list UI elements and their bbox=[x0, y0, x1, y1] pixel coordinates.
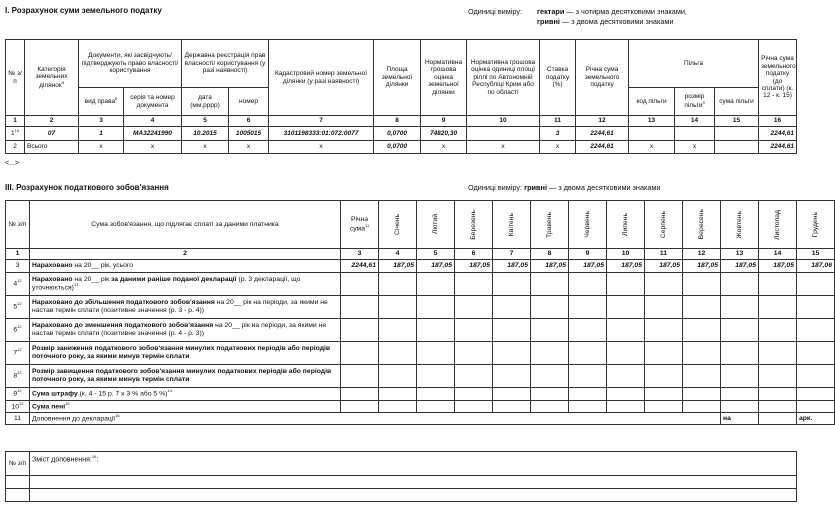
month-header: Листопад bbox=[773, 209, 781, 240]
column-numbers-row: 1 2 3 4 5 6 7 8 9 10 11 12 13 14 15 16 bbox=[6, 116, 797, 127]
row-overstatement: $8^{12}$ Розмір завищення податкового зобов'язання минулих податкових періодів або періодів поточного року, за якими минув термін сплати bbox=[6, 365, 835, 388]
month-header: Лютий bbox=[431, 214, 439, 235]
row-decrease: $6^{12}$ Нараховано до зменшення податкового зобов'язання на 20__ рік на періоди, за якими не настав термін сплати (позитивне значення (р. 4 - р. 3)) bbox=[6, 319, 835, 342]
col-benefit-amount-header: розмір пільги$^9$ bbox=[675, 88, 715, 116]
month-header: Травень bbox=[545, 211, 553, 238]
supplement-row[interactable] bbox=[6, 476, 30, 489]
month-header: Вересень bbox=[697, 209, 705, 240]
table-row: $1^{10}$ 07 1 МА32241990 10.2015 1005015 3101198333:01:072:0077 0,0700 74820,30 3 2244,61 2244,61 bbox=[6, 127, 797, 141]
month-header: Серпень bbox=[659, 210, 667, 239]
col-benefit-header: Пільга bbox=[629, 40, 759, 88]
col-benefit-code-header: код пільги bbox=[629, 88, 675, 116]
col-annual-due-header: Річна сума земельного податку (до сплати) (к. 12 - к. 15) bbox=[759, 40, 797, 116]
row-accrued: 3 Нараховано на 20__ рік, усього 2244,61 187,05 187,05 187,05 187,05 187,05 187,05 187,05 187,05 187,05 187,05 187,05 187,06 bbox=[6, 260, 835, 273]
col-valuation-crimea-header: Нормативна грошова оцінка одиниці площі ріллі по Автономній Республіці Крим або по області bbox=[467, 40, 540, 116]
col-category-header: Категорія земельних ділянок$^8$ bbox=[25, 40, 79, 116]
col-valuation-header: Нормативна грошова оцінка земельної ділянки bbox=[421, 40, 467, 116]
column-numbers-row: 1 2 3 4 5 6 7 8 9 10 11 12 13 14 15 bbox=[6, 249, 835, 260]
col-rate-header: Ставка податку (%) bbox=[540, 40, 576, 116]
month-header: Липень bbox=[621, 212, 629, 236]
supplement-content[interactable] bbox=[30, 489, 797, 502]
row-increase: $5^{12}$ Нараховано до збільшення податкового зобов'язання на 20__ рік на періоди, за якими не настав термін сплати (позитивне значення (р. 3 - р. 4)) bbox=[6, 296, 835, 319]
month-header: Грудень bbox=[811, 211, 819, 238]
col-registration-header: Державна реєстрація прав власності/ користування (у разі наявності) bbox=[182, 40, 269, 88]
col-reg-number-header: номер bbox=[229, 88, 269, 116]
land-tax-table bbox=[5, 39, 797, 154]
month-header: Червень bbox=[583, 211, 591, 238]
section3-title: ІІІ. Розрахунок податкового зобов'язання bbox=[5, 183, 169, 192]
supplement-num-header: № з/п bbox=[6, 452, 30, 476]
row-penalty: $9^{12}$ Сума штрафу (к. 4 - 15 р. 7 х 3 % або 5 %)$^{14}$ bbox=[6, 388, 835, 401]
ellipsis: <...> bbox=[5, 160, 20, 167]
month-header: Жовтень bbox=[735, 210, 743, 239]
supplement-content[interactable] bbox=[30, 476, 797, 489]
row-previous-declaration: $4^{12}$ Нараховано на 20__ рік за даними раніше поданої декларації (р. 3 декларації, що уточнюється)$^{13}$ bbox=[6, 273, 835, 296]
month-header: Січень bbox=[393, 213, 401, 236]
section1-units-line1: гектари — з чотирма десятковими знаками, bbox=[537, 7, 687, 16]
section1-units-line2: гривні — з двома десятковими знаками bbox=[537, 17, 674, 26]
tax-liability-table bbox=[5, 200, 835, 425]
row-supplement: 11 Доповнення до декларації$^{16}$ на арк. bbox=[6, 413, 835, 425]
col-num-header: № з/п bbox=[6, 40, 25, 116]
table-row-total: 2 Всього x x x x x 0,0700 x x x 2244,61 x x 2244,61 bbox=[6, 141, 797, 154]
row-fine: $10^{12}$ Сума пені$^{15}$ bbox=[6, 401, 835, 413]
supplement-title: Зміст доповнення:$^{16}$: bbox=[30, 452, 797, 476]
col-benefit-sum-header: сума пільги bbox=[715, 88, 759, 116]
col-doc-type-header: вид права$^8$ bbox=[79, 88, 124, 116]
head-annual: Річна сума$^{11}$ bbox=[341, 201, 379, 249]
month-header: Квітень bbox=[507, 212, 515, 237]
row-understatement: $7^{12}$ Розмір заниження податкового зобов'язання минулих податкових періодів або періодів поточного року, за якими минув термін сплати bbox=[6, 342, 835, 365]
supplement-row[interactable] bbox=[6, 489, 30, 502]
section1-units-label: Одиниці виміру: bbox=[468, 7, 523, 16]
section3-units: Одиниці виміру: гривні — з двома десятковими знаками bbox=[468, 183, 661, 192]
col-reg-date-header: дата (мм.рррр) bbox=[182, 88, 229, 116]
col-area-header: Площа земельної ділянки bbox=[374, 40, 421, 116]
col-annual-header: Річна сума земельного податку bbox=[576, 40, 629, 116]
col-documents-header: Документи, які засвідчують/ підтверджують право власності/ користування bbox=[79, 40, 182, 88]
supplement-table bbox=[5, 451, 797, 502]
head-num: № з/п bbox=[6, 201, 30, 249]
section1-title: І. Розрахунок суми земельного податку bbox=[5, 6, 162, 15]
month-header: Березень bbox=[469, 209, 477, 240]
head-description: Сума зобов'язання, що підлягає сплаті за даними платника bbox=[30, 201, 341, 249]
col-doc-series-header: серія та номер документа bbox=[124, 88, 182, 116]
col-cadastral-header: Кадастровий номер земельної ділянки (у разі наявності) bbox=[269, 40, 374, 116]
